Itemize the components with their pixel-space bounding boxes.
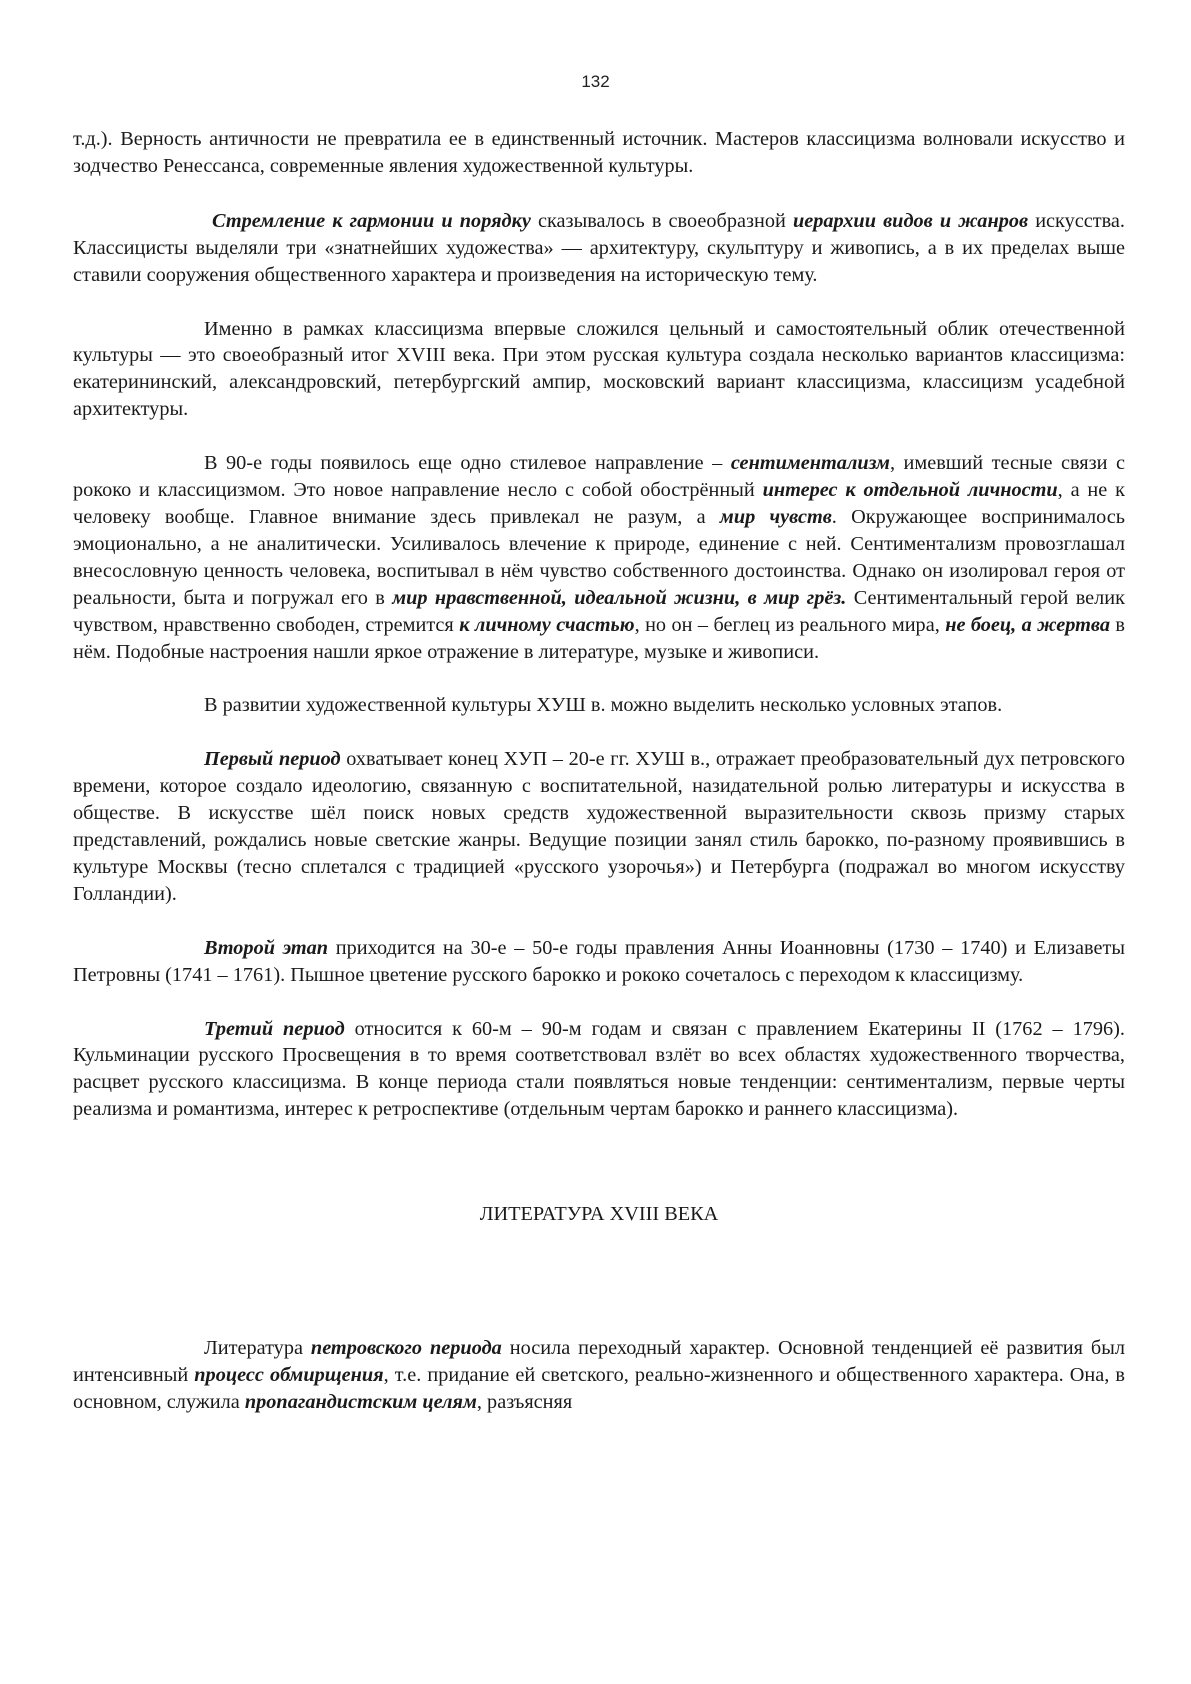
emphasis-run: Третий период (204, 1017, 345, 1040)
emphasis-run: Первый период (204, 748, 341, 771)
paragraph-8 (73, 1016, 1125, 1124)
text-run: приходится на 30-е – 50-е годы правления Анны Иоанновны (1730 – 1740) и Елизаветы Петровны (1741 – 1761). Пышное цветение русского барокко и рококо сочеталось с переходом к классицизму. (73, 936, 1126, 986)
section-heading: ЛИТЕРАТУРА XVIII ВЕКА (479, 1203, 719, 1226)
emphasis-run: иерархии видов и жанров (792, 209, 1029, 232)
page-number: 132 (581, 72, 610, 91)
paragraph-3 (73, 316, 1125, 424)
text-run: В 90-е годы появилось еще одно стилевое направление – (204, 452, 731, 475)
text-run: В развитии художественной культуры ХУШ в. можно выделить несколько условных этапов. (204, 694, 1003, 717)
text-run: т.д.). Верность античности не превратила ее в единственный источник. Мастеров классицизма волновали искусство и зодчество Ренессанса, современные явления художественной культуры. (73, 128, 1125, 177)
text-run: в нём. Подобные настроения нашли яркое отражение в литературе, музыке и живописи. (73, 613, 1126, 663)
emphasis-run: мир чувств (719, 505, 832, 528)
paragraph-7 (73, 935, 1125, 989)
emphasis-run: интерес к отдельной личности (762, 479, 1058, 502)
paragraph-4 (73, 450, 1125, 665)
text-run: Сентиментальный герой велик чувством, нравственно свободен, стремится (73, 586, 1125, 636)
emphasis-run: петровского периода (310, 1337, 502, 1360)
paragraph-6 (73, 746, 1125, 907)
text-run: Литература (204, 1337, 311, 1360)
emphasis-run: пропагандистским целям (244, 1390, 477, 1413)
text-run: . Окружающее воспринималось эмоционально, а не аналитически. Усиливалось влечение к природе, единение с ней. Сентиментализм провозглашал внесословную ценность человека, воспитывал в нём чувство собственного достоинства. Однако он изолировал героя от реальности, быта и погружал его в (73, 505, 1125, 609)
text-run: , но он – беглец из реального мира, (634, 613, 946, 636)
emphasis-run: не боец, а жертва (945, 613, 1110, 636)
emphasis-run: Второй этап (204, 936, 329, 959)
emphasis-run: к личному счастью (459, 613, 635, 636)
paragraph-2 (73, 208, 1125, 289)
text-run: относится к 60-м – 90-м годам и связан с правлением Екатерины II (1762 – 1796). Кульминации русского Просвещения в то время соответствовал взлёт во всех областях художественного творчества, расцвет русского классицизма. В конце периода стали появляться новые тенденции: сентиментализм, первые черты реализма и романтизма, интерес к ретроспективе (отдельным чертам барокко и раннего классицизма). (73, 1017, 1125, 1121)
text-run: , разъясняя (476, 1390, 573, 1413)
paragraph-5 (73, 692, 1125, 719)
text-run: , а не к человеку вообще. Главное внимание здесь привлекал не разум, а (73, 479, 1125, 528)
text-run: Именно в рамках классицизма впервые сложился цельный и самостоятельный облик отечественной культуры — это своеобразный итог XVIII века. При этом русская культура создала несколько вариантов классицизма: екатерининский, александровский, петербургский ампир, московский вариант классицизма, классицизм усадебной архитектуры. (73, 317, 1125, 421)
text-run: охватывает конец ХУП – 20-е гг. ХУШ в., отражает преобразовательный дух петровского времени, которое создало идеологию, связанную с воспитательной, назидательной ролью литературы и искусства в обществе. В искусстве шёл поиск новых средств художественной выразительности сквозь призму старых представлений, рождались новые светские жанры. Ведущие позиции занял стиль барокко, по-разному проявившись в культуре Москвы (тесно сплетался с традицией «русского узорочья») и Петербурга (подражал во многом искусству Голландии). (73, 748, 1125, 905)
emphasis-run: Стремление к гармонии и порядку (212, 209, 531, 232)
text-run: носила переходный характер. Основной тенденцией её развития был интенсивный (73, 1337, 1125, 1386)
text-run: , т.е. придание ей светского, реально-жизненного и общественного характера. Она, в основном, служила (73, 1364, 1125, 1413)
text-run: , имевший тесные связи с рококо и классицизмом. Это новое направление несло с собой обострённый (73, 452, 1125, 502)
document-body (73, 126, 1125, 1416)
emphasis-run: сентиментализм (730, 452, 890, 475)
paragraph-1 (73, 126, 1125, 180)
text-run: искусства. Классицисты выделяли три «знатнейших художества» — архитектуру, скульптуру и живопись, а в их пределах выше ставили сооружения общественного характера и произведения на историческую тему. (73, 209, 1126, 286)
emphasis-run: процесс обмирщения (194, 1364, 384, 1386)
paragraph-9 (73, 1335, 1125, 1416)
emphasis-run: мир нравственной, идеальной жизни, в мир грёз. (392, 586, 847, 609)
text-run: сказывалось в своеобразной (530, 209, 793, 232)
